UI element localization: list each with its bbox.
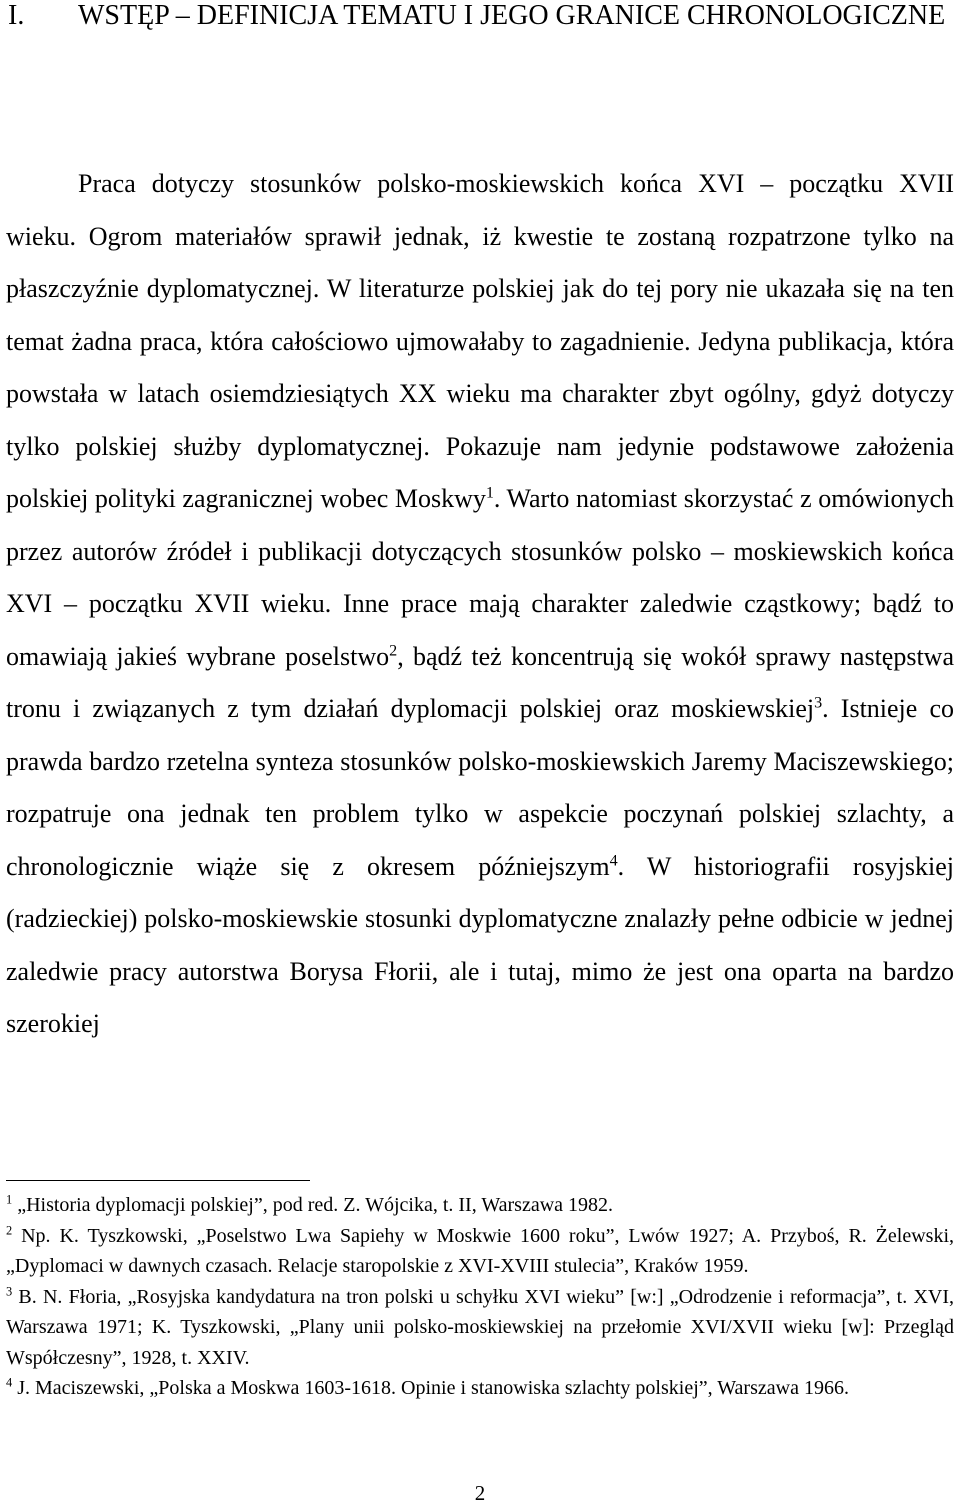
- body-text-part: . Istnieje co prawda bardzo rzetelna synteza stosunków polsko-moskiewskich Jaremy Maciszewskiego; rozpatruje ona jednak ten problem tylko w aspekcie poczynań polskiej szlachty, a chronologicznie wiąże się z okresem późniejszym: [6, 694, 954, 881]
- footnote-number: 3: [6, 1283, 13, 1298]
- body-text-part: , bądź też koncentrują się wokół sprawy następstwa tronu i związanych z tym działań dyplomacji polskiej oraz moskiewskiej: [6, 641, 954, 723]
- chapter-number: I.: [8, 0, 25, 31]
- footnote-number: 4: [6, 1375, 13, 1390]
- footnote-ref: 2: [389, 641, 398, 659]
- footnote: [6, 1373, 954, 1404]
- body-text-part: . W historiografii rosyjskiej (radzieckiej) polsko-moskiewskie stosunki dyplomatyczne znalazły pełne odbicie w jednej zaledwie pracy autorstwa Borysa Fłorii, ale i tutaj, mimo że jest ona oparta na bardzo szerokiej: [6, 851, 954, 1038]
- footnote-number: 2: [6, 1222, 13, 1237]
- footnote: [6, 1282, 954, 1374]
- footnote: [6, 1221, 954, 1282]
- footnote-separator: [6, 1180, 310, 1181]
- footnote-text: B. N. Fłoria, „Rosyjska kandydatura na tron polski u schyłku XVI wieku” [w:] „Odrodzenie i reformacja”, t. XVI, Warszawa 1971; K. Tyszkowski, „Plany unii polsko-moskiewskiej na przełomie XVI/XVII wieku [w]: Przegląd Współczesny”, 1928, t. XXIV.: [6, 1285, 954, 1369]
- body-text-part: . Warto natomiast skorzystać z omówionych przez autorów źródeł i publikacji dotyczących stosunków polsko – moskiewskich końca XVI – początku XVII wieku. Inne prace mają charakter zaledwie cząstkowy; bądź to omawiają jakieś wybrane poselstwo: [6, 484, 954, 671]
- footnote-number: 1: [6, 1192, 13, 1207]
- footnote: [6, 1190, 954, 1221]
- chapter-heading: [8, 0, 948, 42]
- footnote-text: J. Maciszewski, „Polska a Moskwa 1603-1618. Opinie i stanowiska szlachty polskiej”, Warszawa 1966.: [12, 1377, 849, 1399]
- body-paragraph: [6, 158, 954, 1051]
- footnote-text: „Historia dyplomacji polskiej”, pod red. Z. Wójcika, t. II, Warszawa 1982.: [12, 1194, 614, 1216]
- footnote-ref: 3: [814, 694, 823, 712]
- footnote-ref: 1: [485, 484, 494, 502]
- footnote-text: Np. K. Tyszkowski, „Poselstwo Lwa Sapiehy w Moskwie 1600 roku”, Lwów 1927; A. Przyboś, R. Żelewski, „Dyplomaci w dawnych czasach. Relacje staropolskie z XVI-XVIII stulecia”, Kraków 1959.: [6, 1224, 954, 1277]
- footnotes: [6, 1190, 954, 1404]
- page-number: 2: [474, 1481, 486, 1505]
- body-text-part: Praca dotyczy stosunków polsko-moskiewskich końca XVI – początku XVII wieku. Ogrom materiałów sprawił jednak, iż kwestie te zostaną rozpatrzone tylko na płaszczyźnie dyplomatycznej. W literaturze polskiej jak do tej pory nie ukazała się na ten temat żadna praca, która całościowo ujmowałaby to zagadnienie. Jedyna publikacja, która powstała w latach osiemdziesiątych XX wieku ma charakter zbyt ogólny, gdyż dotyczy tylko polskiej służby dyplomatycznej. Pokazuje nam jedynie podstawowe założenia polskiej polityki zagranicznej wobec Moskwy: [6, 169, 954, 513]
- footnote-ref: 4: [609, 851, 618, 869]
- chapter-title: WSTĘP – DEFINICJA TEMATU I JEGO GRANICE CHRONOLOGICZNE: [78, 0, 946, 31]
